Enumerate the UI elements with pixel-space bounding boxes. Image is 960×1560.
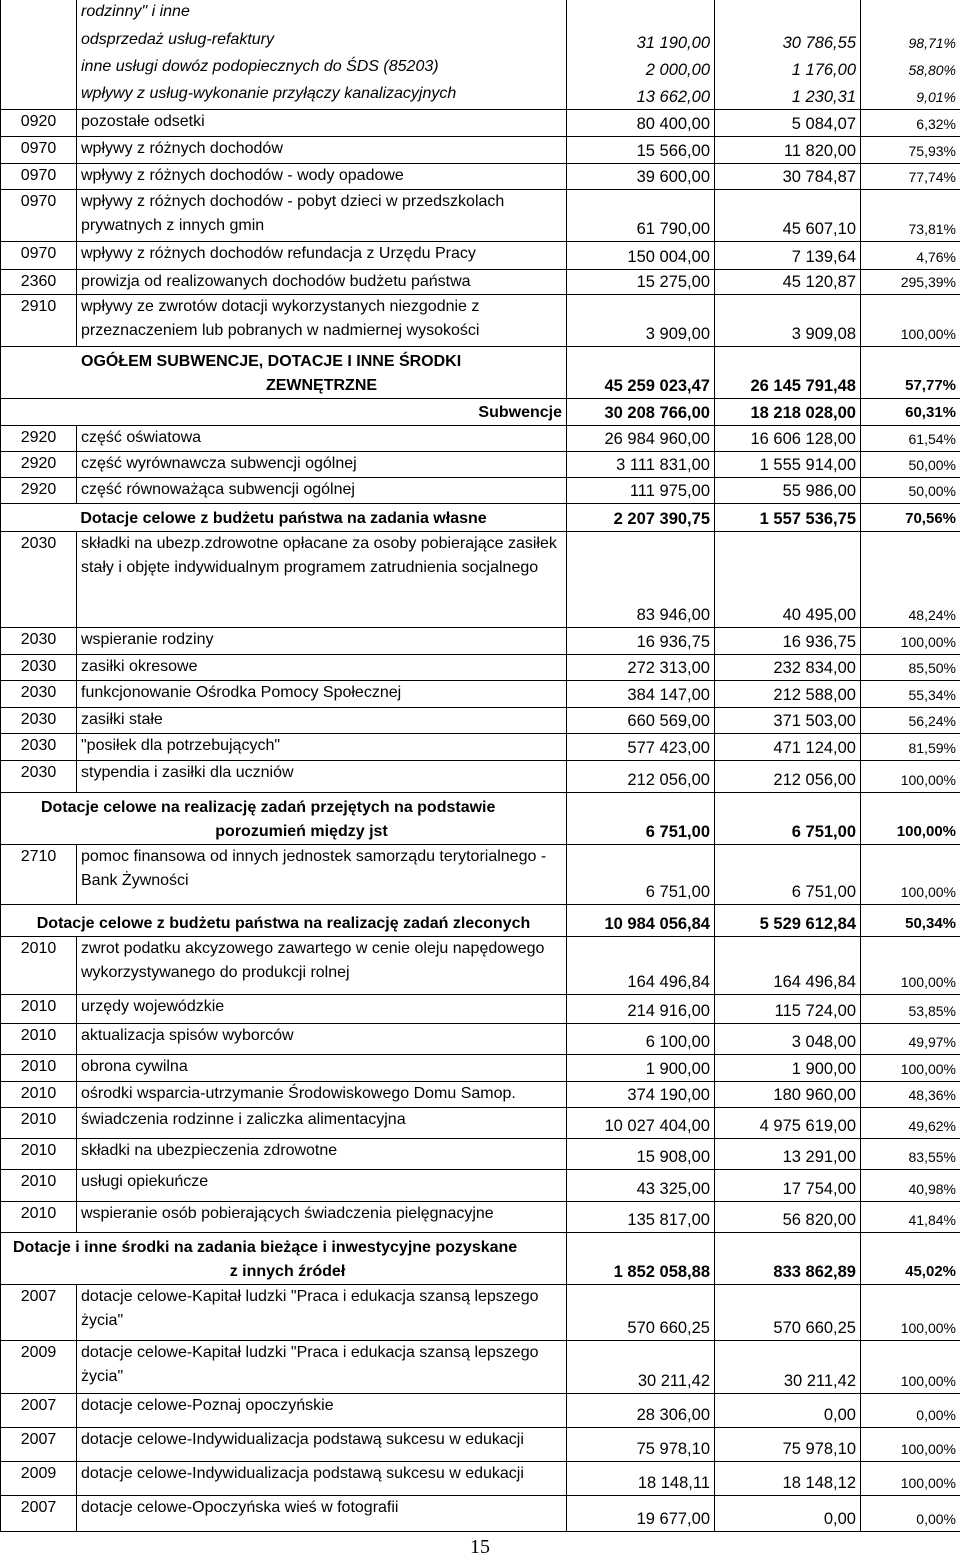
- row-code: 0970: [1, 136, 77, 163]
- row-description: wspieranie rodziny: [77, 627, 567, 654]
- row-plan-value: 13 662,00: [567, 82, 715, 109]
- row-percent: 4,76%: [861, 241, 960, 269]
- row-percent: 100,00%: [861, 1427, 960, 1461]
- row-percent: 100,00%: [861, 1054, 960, 1081]
- dotacje-porozumien-header: [1, 792, 960, 844]
- table-row: [1, 627, 960, 654]
- row-executed-value: 45 120,87: [715, 269, 861, 294]
- row-description: składki na ubezpieczenia zdrowotne: [77, 1138, 567, 1169]
- table-row: [1, 136, 960, 163]
- row-description: zwrot podatku akcyzowego zawartego w cenie oleju napędowego wykorzystywanego do produkcji rolnej: [77, 936, 567, 994]
- row-plan-value: 18 148,11: [567, 1461, 715, 1495]
- row-percent: 53,85%: [861, 994, 960, 1023]
- row-executed-value: 180 960,00: [715, 1081, 861, 1107]
- row-plan-value: [567, 0, 715, 28]
- row-percent: 6,32%: [861, 109, 960, 136]
- row-percent: 100,00%: [861, 844, 960, 904]
- row-description: odsprzedaż usług-refaktury: [77, 28, 567, 55]
- total-header-exec: 26 145 791,48: [715, 346, 861, 398]
- table-row: [1, 55, 960, 82]
- row-plan-value: 150 004,00: [567, 241, 715, 269]
- subwencje-header-exec: 18 218 028,00: [715, 398, 861, 425]
- row-plan-value: 3 909,00: [567, 294, 715, 346]
- row-executed-value: 0,00: [715, 1393, 861, 1427]
- row-executed-value: 4 975 619,00: [715, 1107, 861, 1138]
- row-percent: 75,93%: [861, 136, 960, 163]
- dotacje-porozumien-header-exec: 6 751,00: [715, 792, 861, 844]
- dotacje-porozumien-header-pct: 100,00%: [861, 792, 960, 844]
- row-percent: 73,81%: [861, 189, 960, 241]
- row-plan-value: 19 677,00: [567, 1495, 715, 1531]
- total-header: [1, 346, 960, 398]
- row-executed-value: 371 503,00: [715, 707, 861, 733]
- row-plan-value: 272 313,00: [567, 654, 715, 680]
- dotacje-wlasne-header-plan: 2 207 390,75: [567, 503, 715, 531]
- row-code: 2910: [1, 294, 77, 346]
- row-percent: 41,84%: [861, 1201, 960, 1232]
- table-row: [1, 189, 960, 241]
- table-row: [1, 269, 960, 294]
- row-plan-value: 6 751,00: [567, 844, 715, 904]
- table-row: [1, 654, 960, 680]
- row-plan-value: 28 306,00: [567, 1393, 715, 1427]
- row-percent: 85,50%: [861, 654, 960, 680]
- row-executed-value: 56 820,00: [715, 1201, 861, 1232]
- row-executed-value: 1 230,31: [715, 82, 861, 109]
- row-percent: 9,01%: [861, 82, 960, 109]
- row-code: 2010: [1, 1054, 77, 1081]
- dotacje-porozumien-header-label-line1: Dotacje celowe na realizację zadań przejętych na podstawie: [41, 798, 496, 816]
- total-header-label-line2: ZEWNĘTRZNE: [265, 376, 378, 394]
- row-percent: 50,00%: [861, 451, 960, 477]
- row-executed-value: 17 754,00: [715, 1169, 861, 1201]
- row-description: aktualizacja spisów wyborców: [77, 1023, 567, 1054]
- page-number: 15: [470, 1536, 490, 1558]
- row-description: pomoc finansowa od innych jednostek samorządu terytorialnego -Bank Żywności: [77, 844, 567, 904]
- dotacje-inne-header-label-line2: z innych źródeł: [229, 1262, 346, 1280]
- row-description: zasiłki stałe: [77, 707, 567, 733]
- subwencje-header-pct: 60,31%: [861, 398, 960, 425]
- table-row: [1, 1284, 960, 1340]
- row-executed-value: 0,00: [715, 1495, 861, 1531]
- row-description: wpływy z różnych dochodów - pobyt dzieci w przedszkolach prywatnych z innych gmin: [77, 189, 567, 241]
- dotacje-inne-header-exec: 833 862,89: [715, 1232, 861, 1284]
- table-row: [1, 0, 960, 28]
- row-code: 2030: [1, 760, 77, 792]
- row-description: składki na ubezp.zdrowotne opłacane za osoby pobierające zasiłek stały i objęte indywidualnym programem zatrudnienia socjalnego: [77, 531, 567, 627]
- row-executed-value: 1 176,00: [715, 55, 861, 82]
- row-description: świadczenia rodzinne i zaliczka alimentacyjna: [77, 1107, 567, 1138]
- table-row: [1, 1138, 960, 1169]
- row-code: 2007: [1, 1284, 77, 1340]
- dotacje-porozumien-header-label-line2: porozumień między jst: [215, 822, 388, 840]
- row-executed-value: 11 820,00: [715, 136, 861, 163]
- row-percent: 100,00%: [861, 1340, 960, 1393]
- table-row: [1, 82, 960, 109]
- row-plan-value: 111 975,00: [567, 477, 715, 503]
- row-executed-value: 570 660,25: [715, 1284, 861, 1340]
- dotacje-inne-header: [1, 1232, 960, 1284]
- dotacje-inne-header-plan: 1 852 058,88: [567, 1232, 715, 1284]
- row-plan-value: 1 900,00: [567, 1054, 715, 1081]
- row-executed-value: 30 211,42: [715, 1340, 861, 1393]
- row-description: usługi opiekuńcze: [77, 1169, 567, 1201]
- row-plan-value: 31 190,00: [567, 28, 715, 55]
- row-description: rodzinny" i inne: [77, 0, 567, 28]
- table-row: [1, 1054, 960, 1081]
- table-row: [1, 425, 960, 451]
- table-row: [1, 994, 960, 1023]
- row-code: 2009: [1, 1340, 77, 1393]
- row-percent: 49,97%: [861, 1023, 960, 1054]
- table-row: [1, 733, 960, 760]
- table-row: [1, 1169, 960, 1201]
- row-percent: 295,39%: [861, 269, 960, 294]
- row-description: funkcjonowanie Ośrodka Pomocy Społecznej: [77, 680, 567, 707]
- row-executed-value: 75 978,10: [715, 1427, 861, 1461]
- row-code: 2010: [1, 936, 77, 994]
- row-percent: 83,55%: [861, 1138, 960, 1169]
- row-executed-value: 1 900,00: [715, 1054, 861, 1081]
- row-plan-value: 212 056,00: [567, 760, 715, 792]
- row-description: obrona cywilna: [77, 1054, 567, 1081]
- row-executed-value: 7 139,64: [715, 241, 861, 269]
- row-percent: 49,62%: [861, 1107, 960, 1138]
- row-plan-value: 2 000,00: [567, 55, 715, 82]
- row-plan-value: 10 027 404,00: [567, 1107, 715, 1138]
- row-executed-value: 30 786,55: [715, 28, 861, 55]
- row-percent: 100,00%: [861, 1284, 960, 1340]
- table-row: [1, 1201, 960, 1232]
- row-percent: 56,24%: [861, 707, 960, 733]
- row-executed-value: 45 607,10: [715, 189, 861, 241]
- row-executed-value: 16 936,75: [715, 627, 861, 654]
- row-percent: 0,00%: [861, 1495, 960, 1531]
- table-row: [1, 1081, 960, 1107]
- row-executed-value: 212 056,00: [715, 760, 861, 792]
- dotacje-inne-header-label-line1: Dotacje i inne środki na zadania bieżące i inwestycyjne pozyskane: [13, 1238, 518, 1256]
- row-code: 2007: [1, 1495, 77, 1531]
- row-percent: 100,00%: [861, 936, 960, 994]
- row-description: dotacje celowe-Poznaj opoczyńskie: [77, 1393, 567, 1427]
- row-executed-value: 3 909,08: [715, 294, 861, 346]
- row-description: urzędy wojewódzkie: [77, 994, 567, 1023]
- dotacje-zleconych-header: [1, 904, 960, 936]
- row-percent: 48,36%: [861, 1081, 960, 1107]
- row-executed-value: 212 588,00: [715, 680, 861, 707]
- total-header-pct: 57,77%: [861, 346, 960, 398]
- dotacje-wlasne-header: [1, 503, 960, 531]
- dotacje-zleconych-header-pct: 50,34%: [861, 904, 960, 936]
- row-description: wpływy z różnych dochodów refundacja z Urzędu Pracy: [77, 241, 567, 269]
- row-percent: 61,54%: [861, 425, 960, 451]
- row-description: inne usługi dowóz podopiecznych do ŚDS (85203): [77, 55, 567, 82]
- dotacje-zleconych-header-plan: 10 984 056,84: [567, 904, 715, 936]
- row-code: [1, 28, 77, 55]
- row-description: zasiłki okresowe: [77, 654, 567, 680]
- total-header-label-line1: OGÓŁEM SUBWENCJE, DOTACJE I INNE ŚRODKI: [81, 352, 462, 370]
- row-description: wspieranie osób pobierających świadczenia pielęgnacyjne: [77, 1201, 567, 1232]
- row-percent: [861, 0, 960, 28]
- dotacje-wlasne-header-label: Dotacje celowe z budżetu państwa na zadania własne: [1, 503, 567, 531]
- row-code: 2010: [1, 1138, 77, 1169]
- row-plan-value: 39 600,00: [567, 163, 715, 189]
- row-percent: 100,00%: [861, 294, 960, 346]
- row-code: 2920: [1, 451, 77, 477]
- row-percent: 58,80%: [861, 55, 960, 82]
- row-code: 2010: [1, 1169, 77, 1201]
- row-plan-value: 135 817,00: [567, 1201, 715, 1232]
- row-plan-value: 6 100,00: [567, 1023, 715, 1054]
- row-code: 2010: [1, 1201, 77, 1232]
- row-description: prowizja od realizowanych dochodów budżetu państwa: [77, 269, 567, 294]
- row-executed-value: 18 148,12: [715, 1461, 861, 1495]
- row-code: 0970: [1, 241, 77, 269]
- table-row: [1, 1340, 960, 1393]
- row-executed-value: 40 495,00: [715, 531, 861, 627]
- row-executed-value: [715, 0, 861, 28]
- total-header-plan: 45 259 023,47: [567, 346, 715, 398]
- row-plan-value: 83 946,00: [567, 531, 715, 627]
- row-code: 2360: [1, 269, 77, 294]
- row-code: 2920: [1, 425, 77, 451]
- subwencje-header: [1, 398, 960, 425]
- subwencje-header-label: Subwencje: [1, 398, 567, 425]
- row-code: 2007: [1, 1393, 77, 1427]
- dotacje-porozumien-header-label: [1, 792, 567, 844]
- dotacje-wlasne-header-exec: 1 557 536,75: [715, 503, 861, 531]
- row-plan-value: 570 660,25: [567, 1284, 715, 1340]
- row-code: 2920: [1, 477, 77, 503]
- table-row: [1, 1461, 960, 1495]
- row-plan-value: 577 423,00: [567, 733, 715, 760]
- row-description: dotacje celowe-Kapitał ludzki "Praca i edukacja szansą lepszego życia": [77, 1284, 567, 1340]
- row-plan-value: 30 211,42: [567, 1340, 715, 1393]
- table-row: [1, 477, 960, 503]
- row-description: ośrodki wsparcia-utrzymanie Środowiskowego Domu Samop.: [77, 1081, 567, 1107]
- row-executed-value: 13 291,00: [715, 1138, 861, 1169]
- subwencje-header-plan: 30 208 766,00: [567, 398, 715, 425]
- row-plan-value: 15 908,00: [567, 1138, 715, 1169]
- row-executed-value: 55 986,00: [715, 477, 861, 503]
- row-description: "posiłek dla potrzebujących": [77, 733, 567, 760]
- row-code: 2030: [1, 680, 77, 707]
- row-description: dotacje celowe-Indywidualizacja podstawą sukcesu w edukacji: [77, 1461, 567, 1495]
- row-executed-value: 471 124,00: [715, 733, 861, 760]
- row-description: dotacje celowe-Indywidualizacja podstawą sukcesu w edukacji: [77, 1427, 567, 1461]
- row-percent: 98,71%: [861, 28, 960, 55]
- row-plan-value: 660 569,00: [567, 707, 715, 733]
- table-row: [1, 1495, 960, 1531]
- row-executed-value: 1 555 914,00: [715, 451, 861, 477]
- row-code: 0970: [1, 189, 77, 241]
- row-plan-value: 61 790,00: [567, 189, 715, 241]
- row-plan-value: 3 111 831,00: [567, 451, 715, 477]
- row-description: część równoważąca subwencji ogólnej: [77, 477, 567, 503]
- row-code: 2030: [1, 654, 77, 680]
- table-row: [1, 760, 960, 792]
- table-row: [1, 707, 960, 733]
- row-executed-value: 3 048,00: [715, 1023, 861, 1054]
- row-percent: 50,00%: [861, 477, 960, 503]
- row-percent: 48,24%: [861, 531, 960, 627]
- row-plan-value: 43 325,00: [567, 1169, 715, 1201]
- table-row: [1, 109, 960, 136]
- row-code: 0920: [1, 109, 77, 136]
- row-code: 2010: [1, 1023, 77, 1054]
- row-percent: 100,00%: [861, 627, 960, 654]
- row-percent: 77,74%: [861, 163, 960, 189]
- dotacje-zleconych-header-exec: 5 529 612,84: [715, 904, 861, 936]
- table-row: [1, 241, 960, 269]
- row-code: 2710: [1, 844, 77, 904]
- row-code: 2030: [1, 531, 77, 627]
- dotacje-inne-header-label: [1, 1232, 567, 1284]
- table-row: [1, 1393, 960, 1427]
- row-code: 2010: [1, 994, 77, 1023]
- row-executed-value: 16 606 128,00: [715, 425, 861, 451]
- row-code: [1, 0, 77, 28]
- row-executed-value: 115 724,00: [715, 994, 861, 1023]
- row-executed-value: 6 751,00: [715, 844, 861, 904]
- row-code: 2030: [1, 627, 77, 654]
- row-description: dotacje celowe-Opoczyńska wieś w fotografii: [77, 1495, 567, 1531]
- row-code: 2007: [1, 1427, 77, 1461]
- row-executed-value: 164 496,84: [715, 936, 861, 994]
- row-code: 2010: [1, 1081, 77, 1107]
- row-percent: 100,00%: [861, 1461, 960, 1495]
- table-row: [1, 451, 960, 477]
- row-code: [1, 82, 77, 109]
- dotacje-zleconych-header-label: Dotacje celowe z budżetu państwa na realizację zadań zleconych: [1, 904, 567, 936]
- row-executed-value: 30 784,87: [715, 163, 861, 189]
- row-code: 0970: [1, 163, 77, 189]
- row-code: 2030: [1, 733, 77, 760]
- row-description: dotacje celowe-Kapitał ludzki "Praca i edukacja szansą lepszego życia": [77, 1340, 567, 1393]
- row-code: [1, 55, 77, 82]
- row-plan-value: 16 936,75: [567, 627, 715, 654]
- row-plan-value: 15 566,00: [567, 136, 715, 163]
- row-code: 2010: [1, 1107, 77, 1138]
- row-percent: 0,00%: [861, 1393, 960, 1427]
- row-description: część wyrównawcza subwencji ogólnej: [77, 451, 567, 477]
- table-row: [1, 844, 960, 904]
- row-plan-value: 80 400,00: [567, 109, 715, 136]
- table-row: [1, 936, 960, 994]
- row-percent: 100,00%: [861, 760, 960, 792]
- table-row: [1, 680, 960, 707]
- table-row: [1, 531, 960, 627]
- table-row: [1, 1023, 960, 1054]
- row-percent: 40,98%: [861, 1169, 960, 1201]
- row-plan-value: 15 275,00: [567, 269, 715, 294]
- row-plan-value: 374 190,00: [567, 1081, 715, 1107]
- row-description: wpływy z różnych dochodów: [77, 136, 567, 163]
- row-description: wpływy z usług-wykonanie przyłączy kanalizacyjnych: [77, 82, 567, 109]
- dotacje-inne-header-pct: 45,02%: [861, 1232, 960, 1284]
- row-plan-value: 164 496,84: [567, 936, 715, 994]
- row-percent: 81,59%: [861, 733, 960, 760]
- row-percent: 55,34%: [861, 680, 960, 707]
- row-code: 2030: [1, 707, 77, 733]
- row-executed-value: 232 834,00: [715, 654, 861, 680]
- row-plan-value: 214 916,00: [567, 994, 715, 1023]
- table-row: [1, 163, 960, 189]
- row-description: wpływy ze zwrotów dotacji wykorzystanych niezgodnie z przeznaczeniem lub pobranych w nadmiernej wysokości: [77, 294, 567, 346]
- row-plan-value: 75 978,10: [567, 1427, 715, 1461]
- row-plan-value: 26 984 960,00: [567, 425, 715, 451]
- table-row: [1, 28, 960, 55]
- row-executed-value: 5 084,07: [715, 109, 861, 136]
- table-row: [1, 1427, 960, 1461]
- dotacje-wlasne-header-pct: 70,56%: [861, 503, 960, 531]
- row-description: wpływy z różnych dochodów - wody opadowe: [77, 163, 567, 189]
- table-row: [1, 294, 960, 346]
- table-row: [1, 1107, 960, 1138]
- dotacje-porozumien-header-plan: 6 751,00: [567, 792, 715, 844]
- row-description: stypendia i zasiłki dla uczniów: [77, 760, 567, 792]
- row-plan-value: 384 147,00: [567, 680, 715, 707]
- row-description: pozostałe odsetki: [77, 109, 567, 136]
- total-header-label: [1, 346, 567, 398]
- row-description: część oświatowa: [77, 425, 567, 451]
- row-code: 2009: [1, 1461, 77, 1495]
